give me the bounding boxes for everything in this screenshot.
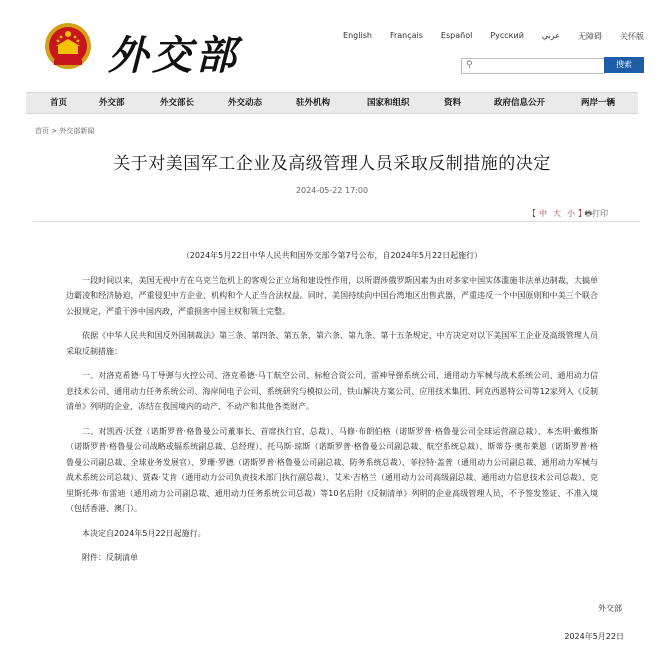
nav-resources[interactable]: 资料 <box>444 98 462 108</box>
breadcrumb-news[interactable]: 外交部新闻 <box>59 127 95 135</box>
lang-russian[interactable]: Русский <box>490 31 524 40</box>
article-toolbar <box>33 207 640 222</box>
breadcrumb <box>35 126 94 136</box>
nav-minister[interactable]: 外交部长 <box>160 98 195 108</box>
print-label: 打印 <box>592 209 608 218</box>
nav-ministry[interactable]: 外交部 <box>99 98 125 108</box>
nav-countries[interactable]: 国家和组织 <box>367 98 410 108</box>
nav-home[interactable]: 首页 <box>50 98 68 108</box>
breadcrumb-separator: > <box>51 127 60 135</box>
page-title: 关于对美国军工企业及高级管理人员采取反制措施的决定 <box>113 154 551 174</box>
nav-info-disclosure[interactable]: 政府信息公开 <box>494 98 546 108</box>
nav-missions[interactable]: 驻外机构 <box>296 98 331 108</box>
print-button[interactable] <box>584 208 608 222</box>
lang-french[interactable]: Français <box>389 31 423 40</box>
decree-note: （2024年5月22日中华人民共和国外交部令第7号公布，自2024年5月22日起施行） <box>181 251 483 260</box>
article-paragraph: 本决定自2024年5月22日起施行。 <box>82 528 206 538</box>
signature: 外交部 <box>598 604 622 613</box>
national-emblem-icon[interactable] <box>44 22 92 70</box>
lang-english[interactable]: English <box>343 31 372 40</box>
font-size-switcher: 【 中 大 小 】 <box>528 209 586 218</box>
site-header <box>0 0 664 88</box>
care-version-link[interactable]: 关怀版 <box>620 32 644 41</box>
font-size-medium[interactable]: 中 <box>539 209 547 218</box>
accessibility-link[interactable]: 无障碍 <box>578 32 602 41</box>
breadcrumb-home[interactable]: 首页 <box>35 127 49 135</box>
lang-arabic[interactable]: عربي <box>541 31 560 40</box>
article-paragraph: 一、对洛克希德·马丁导弹与火控公司、洛克希德·马丁航空公司、标枪合资公司、雷神导弹系统公司、通用动力军械与战术系统公司、通用动力信息技术公司、通用动力任务系统公司、海岸间电子公司、系统研究与模拟公司、铁山解决方案公司、应用技术集团、阿克西恩特公司等12家列入《反制清单》列明的企业，冻结在我国境内的动产、不动产和其他各类财产。 <box>66 371 598 411</box>
article-paragraph: 依据《中华人民共和国反外国制裁法》第三条、第四条、第五条、第六条、第九条、第十五条规定，中方决定对以下美国军工企业及高级管理人员采取反制措施： <box>66 331 598 356</box>
article-paragraph: 一段时间以来，美国无视中方在乌克兰危机上的客观公正立场和建设性作用，以所谓涉俄罗斯因素为由对多家中国实体滥施非法单边制裁，大搞单边霸凌和经济胁迫，严重侵犯中方企业、机构和个人正当合法权益。同时，美国持续向中国台湾地区出售武器，严重违反一个中国原则和中美三个联合公报规定，严重干涉中国内政，严重损害中国主权和领土完整。 <box>66 275 598 316</box>
font-size-large[interactable]: 大 <box>553 209 561 218</box>
lang-spanish[interactable]: Español <box>440 31 473 40</box>
site-logo-text[interactable]: 外交部 <box>108 32 240 79</box>
search-button[interactable]: 搜索 <box>604 57 644 73</box>
language-links <box>325 31 644 42</box>
search-icon: ⚲ <box>466 60 473 70</box>
search-input[interactable] <box>461 58 605 74</box>
print-icon: 🖶 <box>584 209 592 218</box>
nav-activities[interactable]: 外交动态 <box>228 98 263 108</box>
nav-cross-strait[interactable]: 两岸一辆 <box>581 98 616 108</box>
publish-date: 2024-05-22 17:00 <box>295 186 369 195</box>
font-size-small[interactable]: 小 <box>567 209 575 218</box>
sign-date: 2024年5月22日 <box>564 632 624 641</box>
article-paragraph: 二、对凯西·沃登（诺斯罗普·格鲁曼公司董事长、首席执行官、总裁）、马修·布朗伯格（诺斯罗普·格鲁曼公司全球运营副总裁）、本杰明·戴维斯（诺斯罗普·格鲁曼公司战略或辐系统副总裁、总经理）、托马斯·琼斯（诺斯罗普·格鲁曼公司副总裁、航空系统总裁）、斯蒂芬·奥布莱恩（诺斯罗普·格鲁曼公司副总裁、全球业务发展官）、罗珊·罗德（诺斯罗普·格鲁曼公司副总裁、防务系统总裁）、菲拉特·盖普（通用动力公司副总裁、通用动力军械与战术系统公司总裁）、贾森·艾肯（通用动力公司负责技术部门执行副总裁）、艾米·吉格兰（通用动力公司高级副总裁、通用动力信息技术公司总裁）、克里斯托弗·布雷迪（通用动力公司副总裁、通用动力任务系统公司总裁）等10名后附《反制清单》列明的企业高级管理人员，不予签发签证、不准入境（包括香港、澳门）。 <box>66 426 598 513</box>
attachment-link[interactable]: 附件：反制清单 <box>82 553 138 562</box>
article-body <box>66 248 598 575</box>
main-nav <box>26 92 638 114</box>
